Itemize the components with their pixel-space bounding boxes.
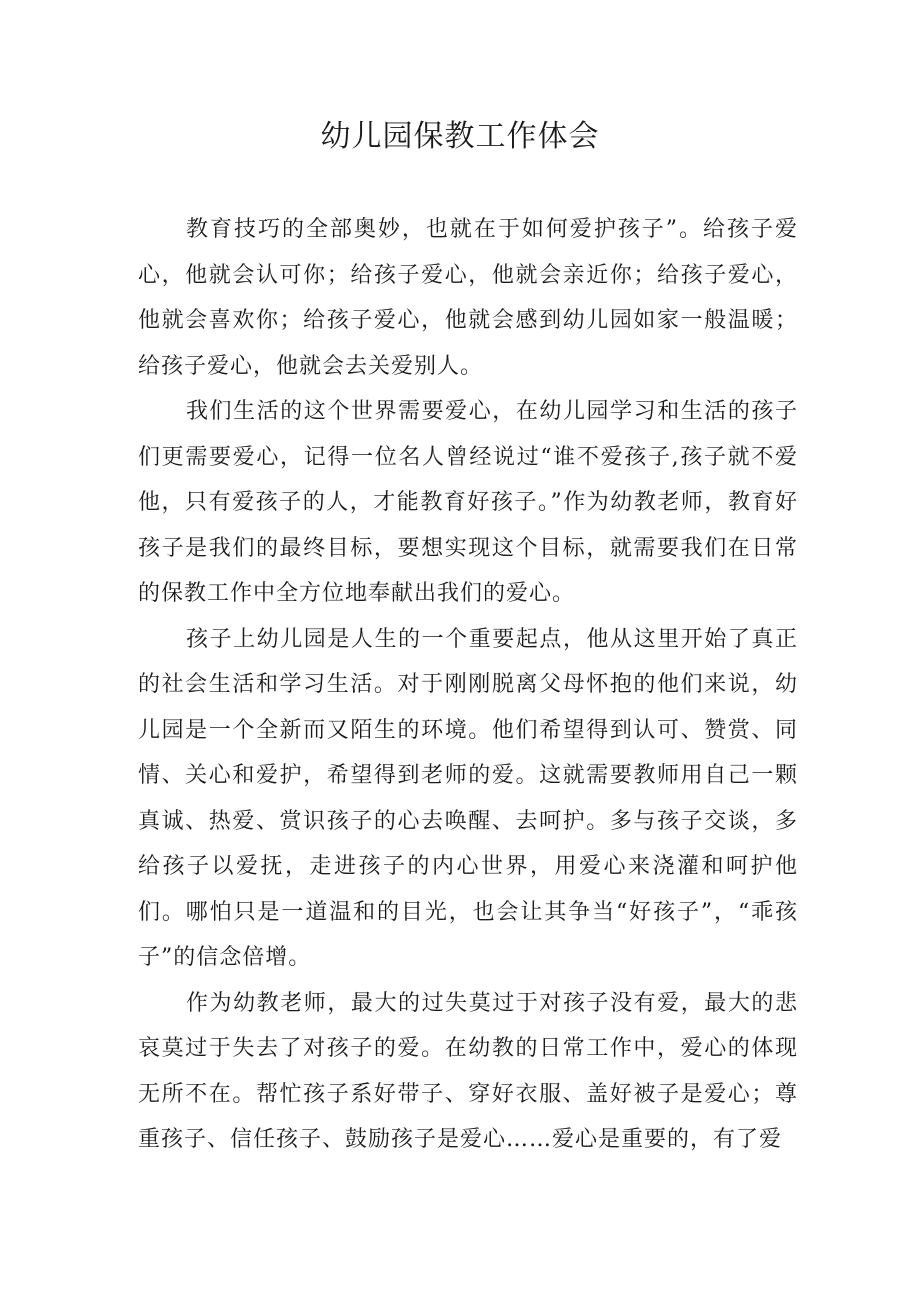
paragraph-4: 作为幼教老师，最大的过失莫过于对孩子没有爱，最大的悲哀莫过于失去了对孩子的爱。在幼教的日常工作中，爱心的体现无所不在。帮忙孩子系好带子、穿好衣服、盖好被子是爱心；尊重孩子、信任孩子、鼓励孩子是爱心……爱心是重要的，有了爱 [138,990,798,1152]
document-body [138,207,798,1163]
paragraph-1: 教育技巧的全部奥妙，也就在于如何爱护孩子”。给孩子爱心，他就会认可你；给孩子爱心，他就会亲近你；给孩子爱心，他就会喜欢你；给孩子爱心，他就会感到幼儿园如家一般温暖；给孩子爱心，他就会去关爱别人。 [138,217,798,379]
document-title: 幼儿园保教工作体会 [320,119,600,154]
paragraph-3: 孩子上幼儿园是人生的一个重要起点，他从这里开始了真正的社会生活和学习生活。对于刚刚脱离父母怀抱的他们来说，幼儿园是一个全新而又陌生的环境。他们希望得到认可、赞赏、同情、关心和爱护，希望得到老师的爱。这就需要教师用自己一颗真诚、热爱、赏识孩子的心去唤醒、去呵护。多与孩子交谈，多给孩子以爱抚，走进孩子的内心世界，用爱心来浇灌和呵护他们。哪怕只是一道温和的目光，也会让其争当“好孩子”，“乖孩子”的信念倍增。 [138,626,798,970]
paragraph-2: 我们生活的这个世界需要爱心，在幼儿园学习和生活的孩子们更需要爱心，记得一位名人曾经说过“谁不爱孩子,孩子就不爱他，只有爱孩子的人，才能教育好孩子。”作为幼教老师，教育好孩子是我们的最终目标，要想实现这个目标，就需要我们在日常的保教工作中全方位地奉献出我们的爱心。 [138,399,798,606]
